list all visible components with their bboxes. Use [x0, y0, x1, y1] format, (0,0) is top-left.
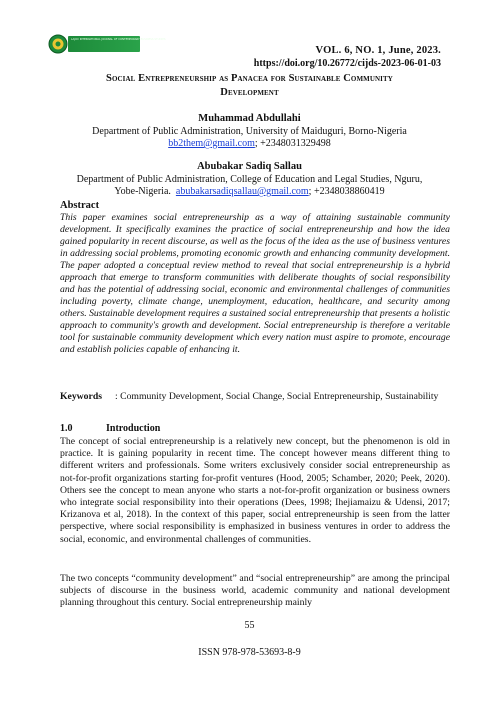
author-phone: ; +2348038860419 — [308, 186, 385, 197]
author-affiliation: Department of Public Administration, University of Maiduguri, Borno-Nigeria — [92, 125, 407, 137]
keywords — [60, 391, 450, 403]
author-name: Abubakar Sadiq Sallau — [197, 161, 302, 172]
paper-title-line-1: Social Entrepreneurship as Panacea for Sustainable Community — [106, 73, 393, 84]
section-heading — [60, 423, 160, 434]
section-title: Introduction — [106, 423, 161, 434]
journal-header — [254, 44, 441, 70]
doi-link[interactable]: https://doi.org/10.26772/cijds-2023-06-01-03 — [253, 58, 441, 69]
author-affiliation-cont: Yobe-Nigeria. — [114, 186, 171, 197]
author-contact — [40, 186, 459, 199]
author-email-link[interactable]: abubakarsadiqsallau@gmail.com — [175, 186, 309, 197]
journal-logo-text: LAJOC INTERNATIONAL JOURNAL OF CONTEMPORARY BUSINESS STUDIES — [71, 38, 166, 41]
author-block-2 — [40, 161, 459, 199]
journal-seal-icon — [48, 34, 68, 54]
journal-logo — [48, 32, 166, 56]
author-email-link[interactable]: bb2them@gmail.com — [168, 138, 255, 149]
author-block-1 — [40, 113, 459, 151]
keywords-label: Keywords — [60, 391, 102, 402]
journal-logo-banner — [68, 36, 166, 52]
paper-title — [40, 72, 459, 100]
volume-issue: VOL. 6, NO. 1, June, 2023. — [315, 45, 441, 56]
body-paragraph: The concept of social entrepreneurship is a relatively new concept, but the phenomenon is old in practice. It is gaining popularity in recent time. The concept however means different thing to different writers and professionals. Some writers exclusively consider social entrepreneurship as not-for-profit organizations starting for-profit ventures (Hood, 2005; Schamber, 2020; Peek, 2020). Others see the concept to mean anyone who starts a not-for-profit organization or business owners who integrate social responsibility into their operations (Dees, 1998; Ihejiamaizu & Udensi, 2017; Krizanova et al, 2018). In the context of this paper, social entrepreneurship is seen from the latter perspective, where social responsibility is emphasized in business ventures in order to address the social, economic, and environmental challenges of communities. — [60, 436, 450, 545]
abstract-text: This paper examines social entrepreneurship as a way of attaining sustainable community development. It specifically examines the practice of social entrepreneurship and how the idea gained popularity in recent discourse, as well as the focus of the idea as the use of business ventures in addressing social problems, promoting economic growth and enhancing community development. The paper adopted a conceptual review method to reveal that social entrepreneurship is a hybrid approach that emerge to transform communities with deliberate thoughts of social responsibility and has the potential of addressing social, economic and environmental challenges of communities including poverty, climate change, unemployment, education, healthcare, and security among others. Sustainable development requires a sustained social entrepreneurship that presents a holistic approach to community's growth and development. Social entrepreneurship is therefore a veritable tool for sustainable community development which every nation must aspire to promote, encourage and establish policies capable of enhancing it. — [60, 212, 450, 355]
author-affiliation: Department of Public Administration, College of Education and Legal Studies, Nguru, — [76, 173, 423, 185]
abstract-heading: Abstract — [60, 200, 100, 211]
section-number: 1.0 — [60, 423, 73, 434]
page-number: 55 — [244, 620, 255, 631]
author-contact — [40, 138, 459, 151]
author-name: Muhammad Abdullahi — [198, 113, 301, 124]
keywords-list: : Community Development, Social Change, Social Entrepreneurship, Sustainability — [115, 391, 439, 402]
body-paragraph: The two concepts “community development” and “social entrepreneurship” are among the principal subjects of discourse in the business world, academic community and national development planning throughout this century. Social entrepreneurship mainly — [60, 573, 450, 609]
author-phone: ; +2348031329498 — [254, 138, 331, 149]
paper-title-line-2: Development — [220, 87, 279, 98]
isbn: ISSN 978-978-53693-8-9 — [198, 647, 301, 658]
